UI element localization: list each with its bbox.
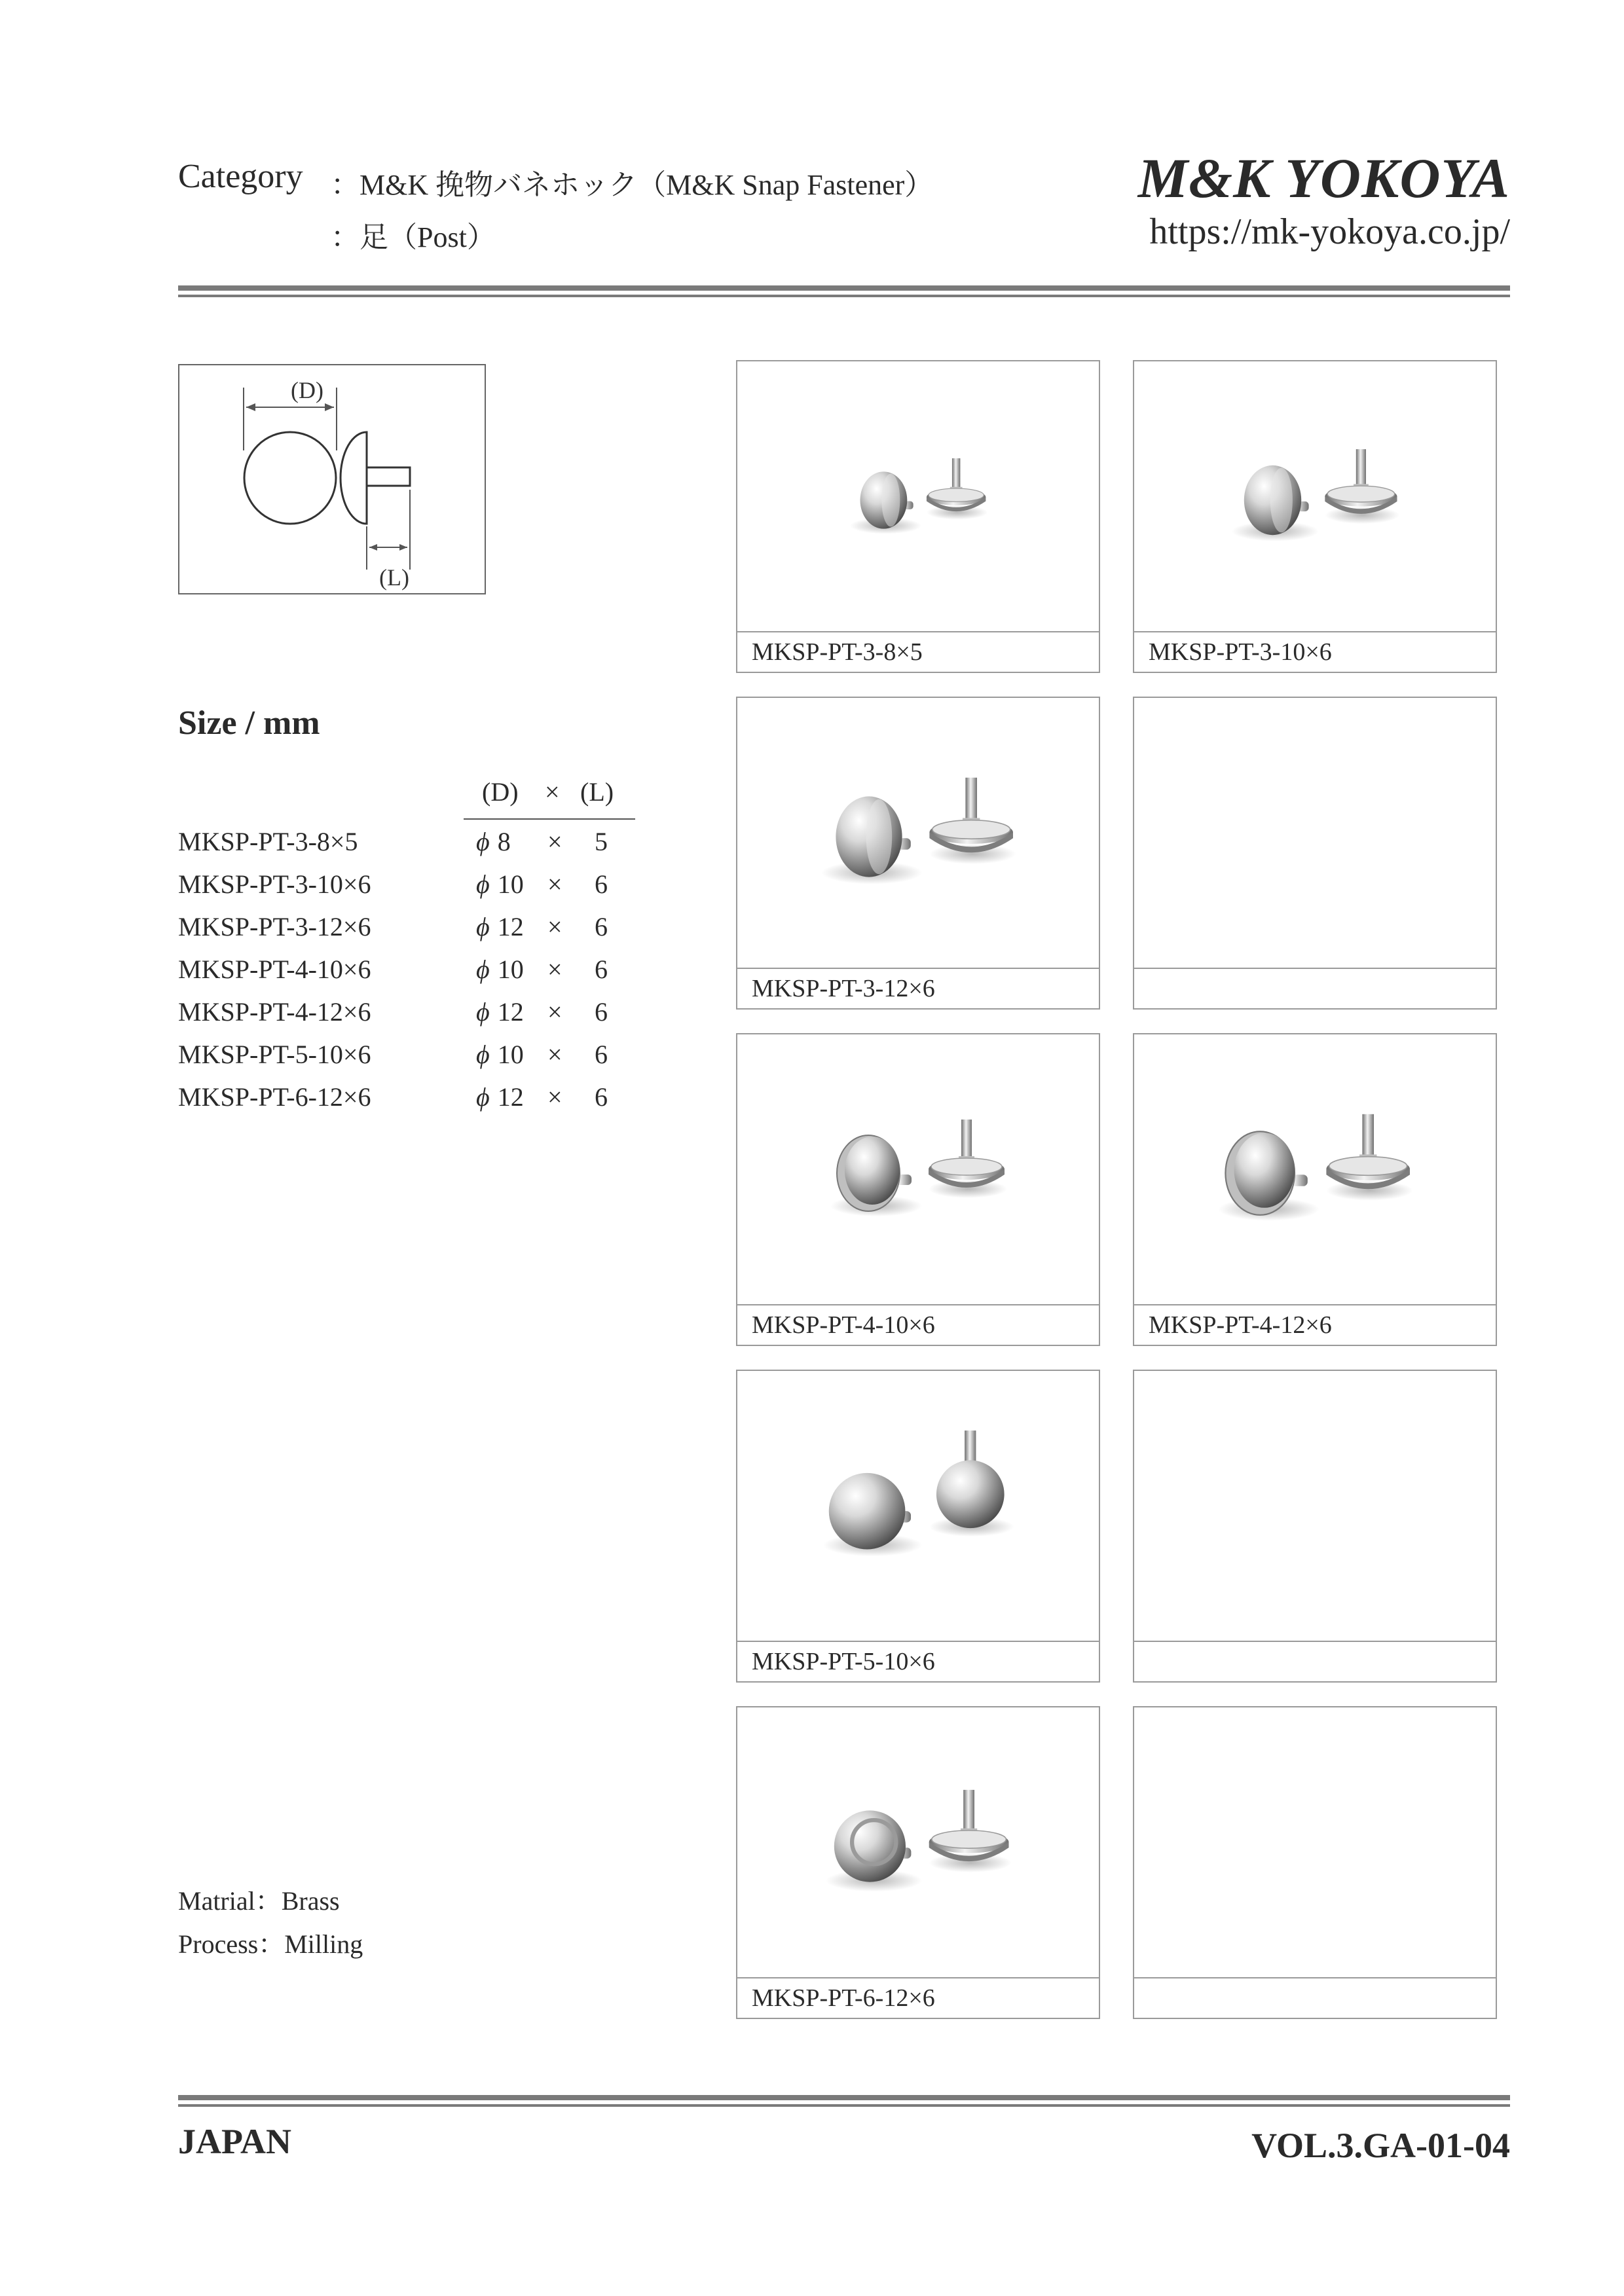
diameter-value (476, 1082, 542, 1112)
diameter-number: 10 (497, 1040, 524, 1069)
diameter-value (476, 954, 542, 985)
diameter-value (476, 1039, 542, 1070)
material-spec: Matrial：Brass (178, 1886, 340, 1916)
product-photo (737, 698, 1099, 968)
category-product: ：M&K 挽物バネホック（M&K Snap Fastener） (331, 169, 934, 201)
product-photo-card (736, 1033, 1100, 1346)
diameter-number: 12 (497, 997, 524, 1027)
size-heading: Size / mm (178, 704, 320, 742)
process-spec: Process：Milling (178, 1929, 363, 1959)
size-row (178, 996, 650, 1040)
diameter-number: 10 (497, 869, 524, 899)
phi-symbol: ϕ (476, 1082, 490, 1112)
post-diagram-graphic (179, 365, 487, 596)
product-photo-graphic (1134, 1034, 1496, 1304)
footer-divider-thin (178, 2104, 1510, 2107)
product-photo-card (736, 1706, 1100, 2019)
phi-symbol: ϕ (476, 827, 490, 856)
diameter-value (476, 911, 542, 942)
product-photo (1134, 1707, 1496, 1977)
footer-country: JAPAN (178, 2122, 291, 2161)
phi-symbol: ϕ (476, 955, 490, 984)
product-photo-card (1133, 1033, 1497, 1346)
product-photo-card (736, 360, 1100, 673)
website-link[interactable]: https://mk-yokoya.co.jp/ (1149, 211, 1510, 252)
part-number: MKSP-PT-5-10×6 (178, 1040, 371, 1069)
photo-caption: MKSP-PT-3-10×6 (1134, 631, 1496, 672)
times-sign: × (547, 869, 563, 899)
photo-caption (1134, 1977, 1496, 2018)
brand-name: M&K YOKOYA (1137, 147, 1510, 210)
l-label: (L) (379, 564, 409, 591)
part-number: MKSP-PT-4-10×6 (178, 955, 371, 984)
diameter-number: 8 (497, 827, 511, 856)
d-label: (D) (291, 377, 323, 403)
size-row (178, 869, 650, 912)
times-sign: × (547, 912, 563, 941)
part-number: MKSP-PT-3-12×6 (178, 912, 371, 941)
photo-caption: MKSP-PT-4-10×6 (737, 1304, 1099, 1345)
head-profile (341, 432, 367, 524)
diameter-number: 10 (497, 955, 524, 984)
part-number: MKSP-PT-3-8×5 (178, 827, 358, 856)
product-photo-graphic (1134, 361, 1496, 631)
phi-symbol: ϕ (476, 1040, 490, 1069)
header-divider-thin (178, 295, 1510, 297)
product-photo-graphic (737, 1707, 1099, 1977)
diameter-value (476, 996, 542, 1027)
product-photo-card (736, 1370, 1100, 1683)
product-photo (1134, 361, 1496, 631)
phi-symbol: ϕ (476, 997, 490, 1027)
photo-caption (1134, 1641, 1496, 1681)
col-d-header: (D) (482, 777, 519, 807)
length-value: 6 (595, 869, 608, 899)
photo-caption: MKSP-PT-6-12×6 (737, 1977, 1099, 2018)
size-row (178, 1082, 650, 1125)
length-value: 6 (595, 912, 608, 941)
length-value: 6 (595, 1040, 608, 1069)
product-photo (737, 1034, 1099, 1304)
product-photo-graphic (737, 1371, 1099, 1641)
times-sign: × (547, 955, 563, 984)
product-photo (1134, 1034, 1496, 1304)
col-x-header: × (545, 777, 560, 807)
size-row (178, 954, 650, 997)
photo-caption (1134, 968, 1496, 1008)
diameter-number: 12 (497, 912, 524, 941)
category-part: ：足（Post） (331, 221, 496, 253)
product-photo (1134, 698, 1496, 968)
dimension-diagram (178, 364, 486, 594)
size-row (178, 911, 650, 955)
photo-caption: MKSP-PT-4-12×6 (1134, 1304, 1496, 1345)
product-photo-graphic (737, 1034, 1099, 1304)
length-value: 6 (595, 955, 608, 984)
empty-photo-card (1133, 1706, 1497, 2019)
product-photo-card (736, 697, 1100, 1010)
part-number: MKSP-PT-4-12×6 (178, 997, 371, 1027)
diameter-value (476, 869, 542, 900)
head-circle (244, 432, 336, 524)
post-profile (367, 467, 410, 486)
footer-volume-code: VOL.3.GA-01-04 (1251, 2126, 1510, 2165)
photo-caption: MKSP-PT-3-8×5 (737, 631, 1099, 672)
size-row (178, 826, 650, 869)
times-sign: × (547, 1040, 563, 1069)
times-sign: × (547, 1082, 563, 1112)
product-photo (737, 1707, 1099, 1977)
empty-photo-card (1133, 1370, 1497, 1683)
phi-symbol: ϕ (476, 912, 490, 941)
times-sign: × (547, 827, 563, 856)
length-value: 6 (595, 997, 608, 1027)
diameter-number: 12 (497, 1082, 524, 1112)
product-photo-graphic (737, 361, 1099, 631)
times-sign: × (547, 997, 563, 1027)
phi-symbol: ϕ (476, 869, 490, 899)
product-photo (737, 361, 1099, 631)
product-photo (737, 1371, 1099, 1641)
size-row (178, 1039, 650, 1082)
product-photo (1134, 1371, 1496, 1641)
length-value: 5 (595, 827, 608, 856)
product-photo-card (1133, 360, 1497, 673)
empty-photo-card (1133, 697, 1497, 1010)
part-number: MKSP-PT-3-10×6 (178, 869, 371, 899)
table-header-rule (464, 818, 635, 820)
length-value: 6 (595, 1082, 608, 1112)
part-number: MKSP-PT-6-12×6 (178, 1082, 371, 1112)
diameter-value (476, 826, 542, 857)
photo-caption: MKSP-PT-5-10×6 (737, 1641, 1099, 1681)
category-label: Category (178, 158, 303, 195)
photo-caption: MKSP-PT-3-12×6 (737, 968, 1099, 1008)
footer-divider (178, 2095, 1510, 2100)
header-divider (178, 285, 1510, 291)
product-photo-graphic (737, 698, 1099, 968)
col-l-header: (L) (580, 777, 614, 807)
